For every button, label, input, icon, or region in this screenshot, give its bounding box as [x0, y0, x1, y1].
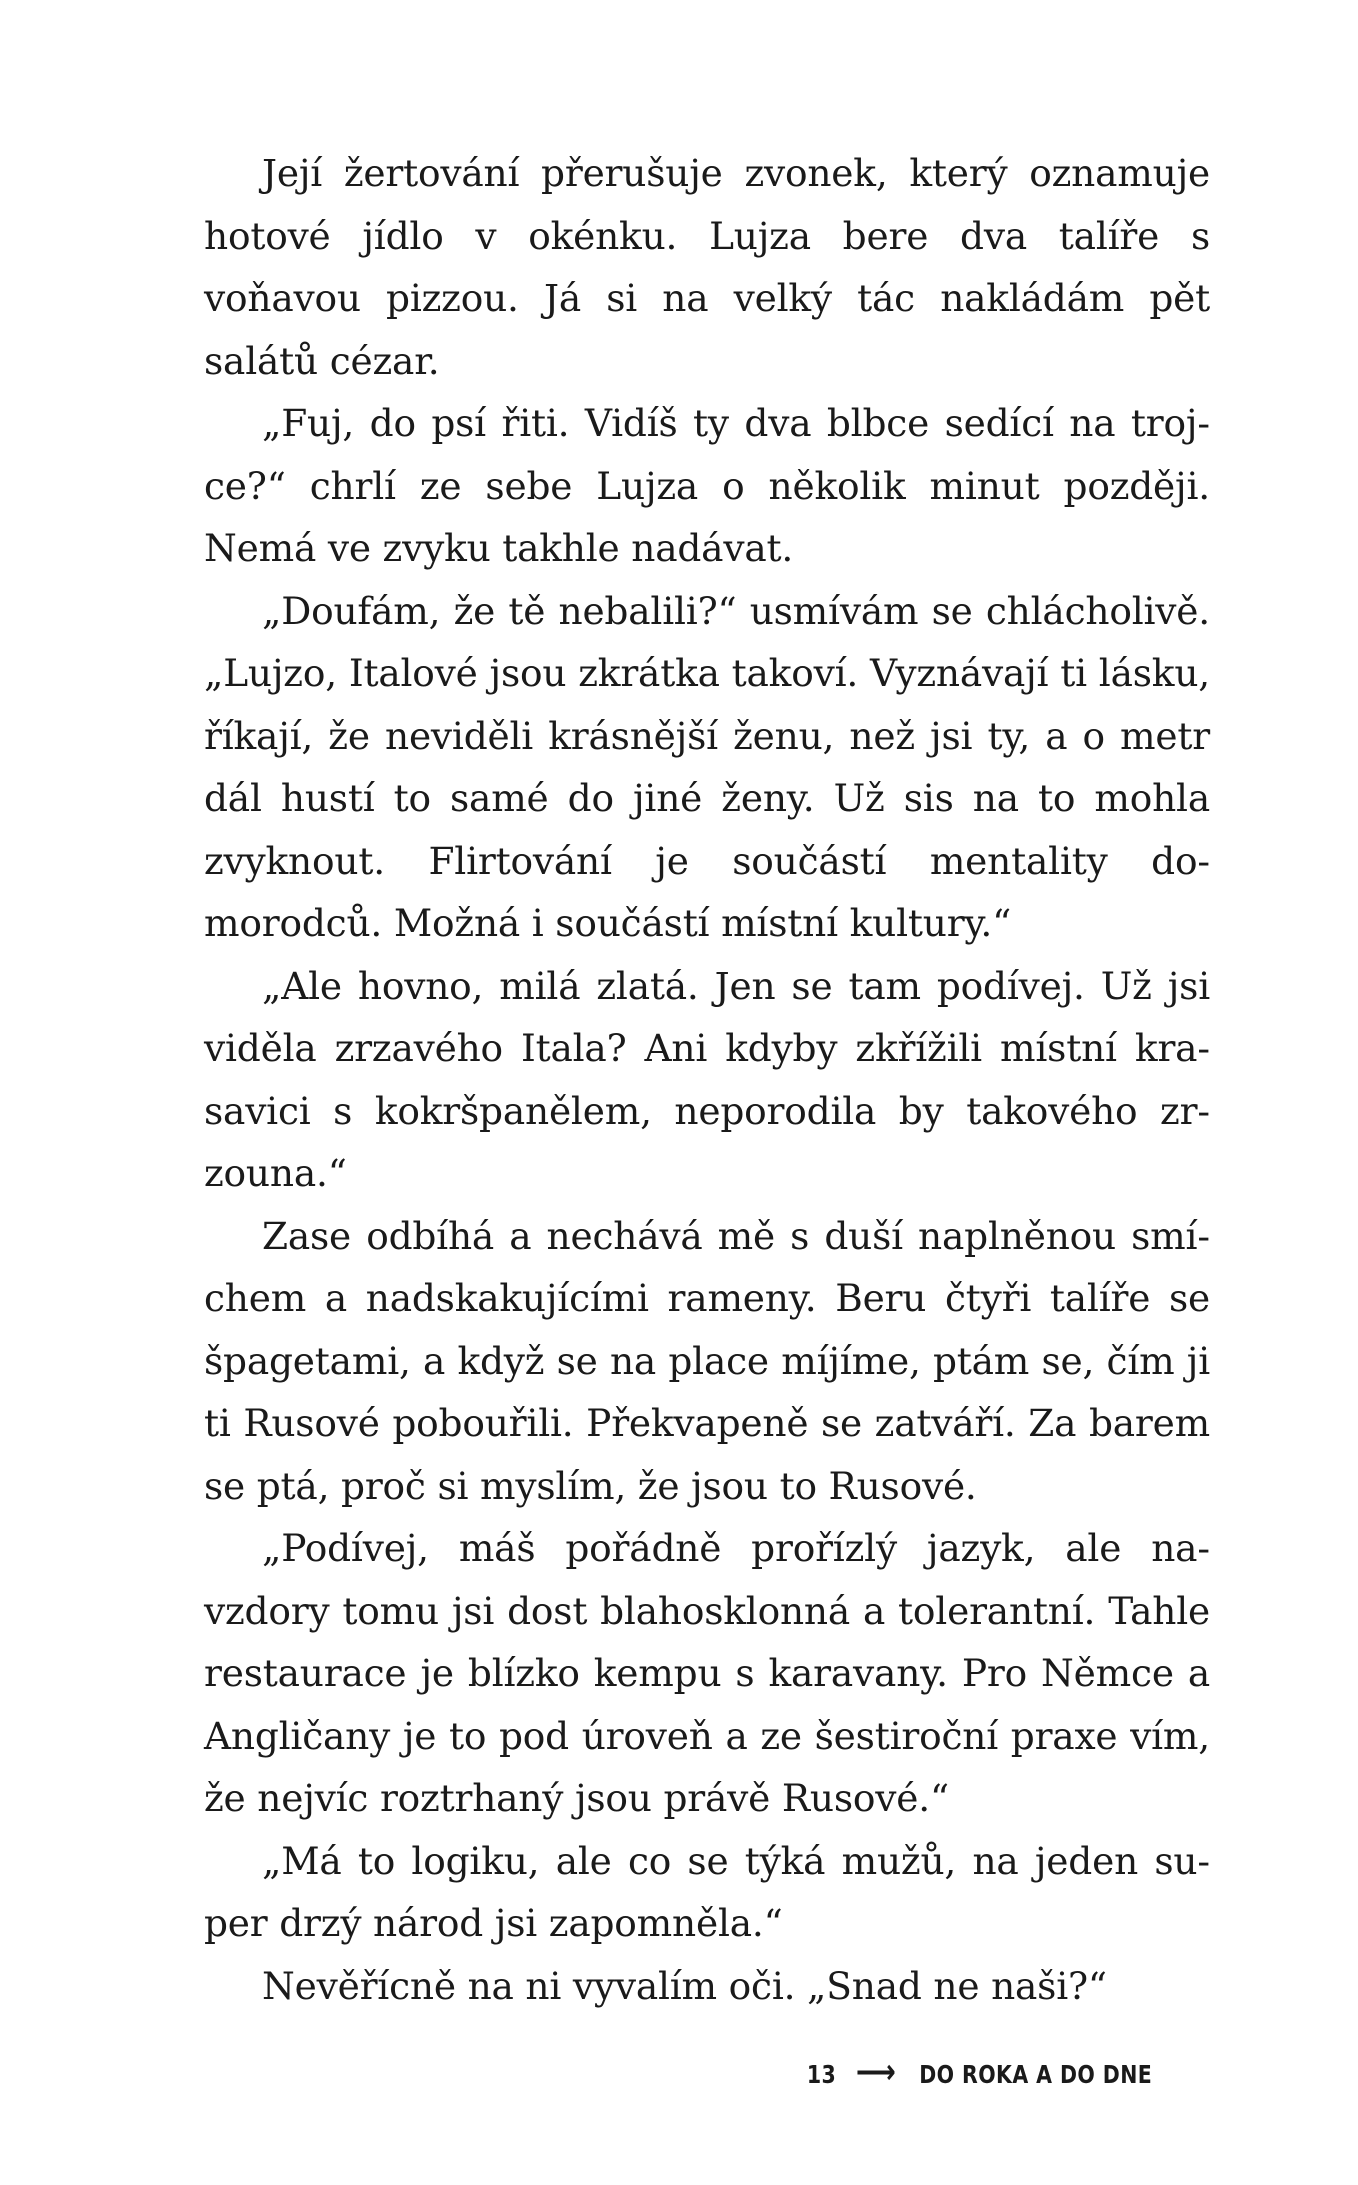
- paragraph-6: „Podívej, máš pořádně prořízlý jazyk, ale navzdory tomu jsi dost blahosklonná a tolerantní. Tahle restaurace je blízko kempu s karavany. Pro Němce a Angličany je to pod úroveň a ze šestiroční praxe vím, že nejvíc roztrhaný jsou právě Rusové.“: [204, 1526, 1210, 1820]
- paragraph-2: „Fuj, do psí řiti. Vidíš ty dva blbce sedící na trojce?“ chrlí ze sebe Lujza o několik minut později. Nemá ve zvyku takhle nadávat.: [204, 401, 1210, 570]
- paragraph-8: Nevěřícně na ni vyvalím oči. „Snad ne naši?“: [262, 1963, 1107, 2008]
- page-number: 13: [806, 2060, 836, 2089]
- paragraph-3: „Doufám, že tě nebalili?“ usmívám se chlácholivě. „Lujzo, Italové jsou zkrátka takoví. Vyznávají ti lásku, říkají, že neviděli krásnější ženu, než jsi ty, a o metr dál hustí to samé do jiné ženy. Už sis na to mohla zvyknout. Flirtování je součástí mentality domorodců. Možná i součástí místní kultury.“: [204, 588, 1210, 945]
- paragraph-7: „Má to logiku, ale co se týká mužů, na jeden super drzý národ jsi zapomněla.“: [204, 1838, 1210, 1945]
- page-footer: [806, 2052, 1152, 2092]
- body-text: [204, 142, 1210, 2017]
- paragraph-1: Její žertování přerušuje zvonek, který oznamuje hotové jídlo v okénku. Lujza bere dva talíře s voňavou pizzou. Já si na velký tác nakládám pět salátů cézar.: [204, 151, 1210, 383]
- paragraph-5: Zase odbíhá a nechává mě s duší naplněnou smíchem a nadskakujícími rameny. Beru čtyři talíře se špagetami, a když se na place míjíme, ptám se, čím ji ti Rusové pobouřili. Překvapeně se zatváří. Za barem se ptá, proč si myslím, že jsou to Rusové.: [204, 1213, 1210, 1508]
- paragraph-4: „Ale hovno, milá zlatá. Jen se tam podívej. Už jsi viděla zrzavého Itala? Ani kdyby zkřížili místní krasavici s kokršpanělem, neporodila by takového zrzouna.“: [204, 963, 1210, 1195]
- book-title: DO ROKA A DO DNE: [918, 2060, 1152, 2089]
- arrow-right-icon: ⟶: [855, 2052, 897, 2092]
